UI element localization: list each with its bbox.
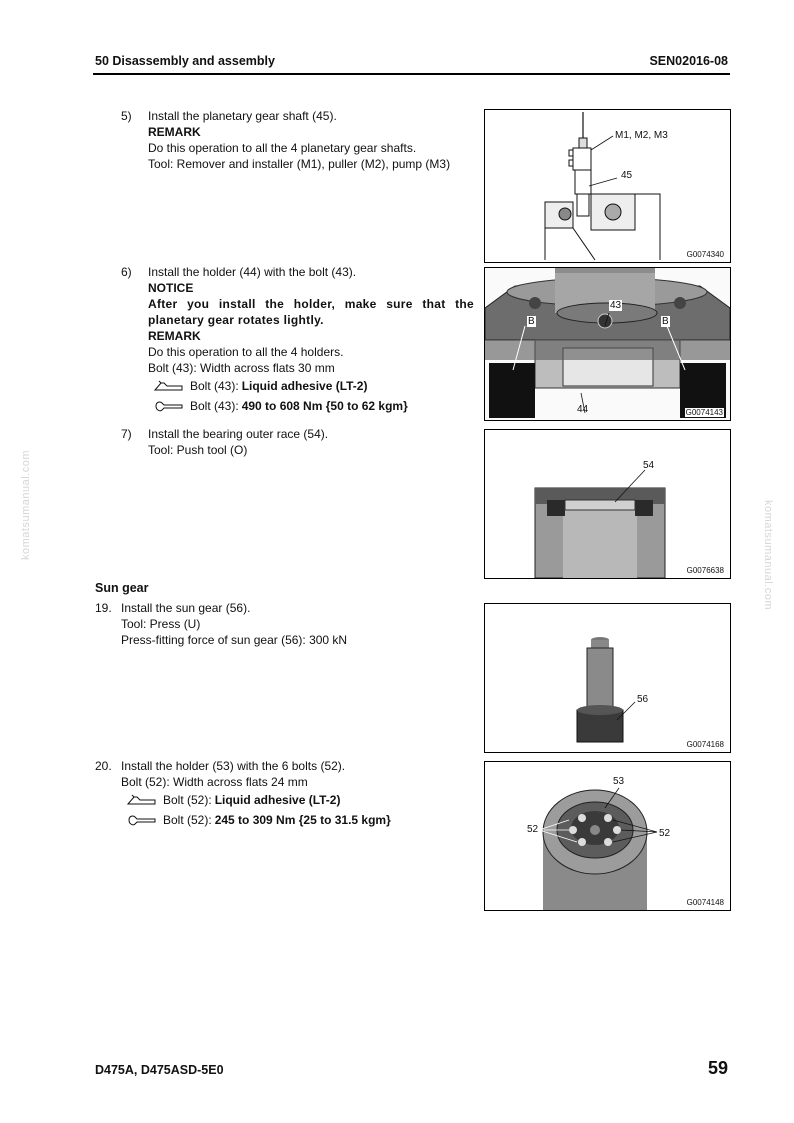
step-number: 20. [95,759,112,773]
step-instruction: Install the holder (44) with the bolt (43). [148,265,357,279]
figure-id: G0074148 [686,898,724,907]
adhesive-value: Liquid adhesive (LT-2) [214,793,341,807]
adhesive-icon [127,794,157,806]
step-instruction: Install the planetary gear shaft (45). [148,109,337,123]
callout-part-45: 45 [621,170,633,181]
figure-holder-six-bolts [484,761,731,911]
figure-sun-gear [484,603,731,753]
remark-text: Do this operation to all the 4 holders. [148,345,344,359]
figure-id: G0074143 [685,408,723,417]
step-19 [95,600,475,656]
footer-model: D475A, D475ASD-5E0 [95,1063,224,1077]
step-number: 7) [121,427,132,441]
header-section-title: 50 Disassembly and assembly [95,54,275,68]
callout-part-54: 54 [643,460,655,471]
torque-spec [154,396,474,416]
torque-value: 490 to 608 Nm {50 to 62 kgm} [241,399,408,413]
callout-holder-53: 53 [613,776,625,787]
adhesive-spec [127,790,475,810]
callout-tools: M1, M2, M3 [615,130,668,141]
adhesive-prefix: Bolt (43): [190,379,239,393]
callout-b-left: B [528,316,535,327]
figure-drawing [485,430,730,578]
callout-bolt-43: 43 [610,300,622,311]
callout-bolts-right-52: 52 [659,828,671,839]
adhesive-prefix: Bolt (52): [163,793,212,807]
flats-text: Bolt (52): Width across flats 24 mm [121,775,308,789]
tool-text: Tool: Remover and installer (M1), puller (M2), pump (M3) [148,157,451,171]
step-7 [121,426,476,466]
figure-drawing [485,110,730,262]
step-6 [121,264,476,424]
step-instruction: Install the bearing outer race (54). [148,427,329,441]
notice-text: After you install the holder, make sure that the planetary gear rotates lightly. [148,297,474,327]
callout-b-right: B [662,316,669,327]
section-title-sun-gear: Sun gear [95,581,149,595]
flats-text: Bolt (43): Width across flats 30 mm [148,361,335,375]
header-doc-id: SEN02016-08 [649,54,728,68]
torque-spec [127,810,475,830]
watermark-right: komatsumanual.com [762,500,774,610]
figure-drawing [485,268,730,420]
figure-planetary-shaft [484,109,731,263]
callout-holder-44: 44 [577,404,589,415]
remark-label: REMARK [148,329,201,343]
figure-drawing [485,604,730,752]
figure-id: G0074340 [686,250,724,259]
notice-label: NOTICE [148,281,194,295]
step-number: 19. [95,601,112,615]
adhesive-spec [154,376,474,396]
figure-id: G0074168 [686,740,724,749]
adhesive-icon [154,380,184,392]
step-5 [121,108,476,188]
remark-text: Do this operation to all the 4 planetary gear shafts. [148,141,417,155]
watermark-left: komatsumanual.com [20,450,32,560]
figure-id: G0076638 [686,566,724,575]
figure-bearing-race [484,429,731,579]
remark-label: REMARK [148,125,201,139]
step-instruction: Install the holder (53) with the 6 bolts (52). [121,759,346,773]
tool-text: Tool: Push tool (O) [148,443,248,457]
wrench-icon [127,814,157,826]
step-instruction: Install the sun gear (56). [121,601,251,615]
torque-prefix: Bolt (52): [163,813,212,827]
adhesive-value: Liquid adhesive (LT-2) [241,379,368,393]
tool-text: Tool: Press (U) [121,617,201,631]
force-text: Press-fitting force of sun gear (56): 300 kN [121,633,348,647]
torque-prefix: Bolt (43): [190,399,239,413]
step-20 [95,758,475,838]
callout-bolts-left-52: 52 [527,824,539,835]
wrench-icon [154,400,184,412]
figure-drawing [485,762,730,910]
torque-value: 245 to 309 Nm {25 to 31.5 kgm} [214,813,391,827]
step-number: 5) [121,109,132,123]
step-number: 6) [121,265,132,279]
figure-holder-bolt [484,267,731,421]
callout-part-56: 56 [637,694,649,705]
header-rule [93,73,730,75]
page-number: 59 [707,1058,728,1078]
